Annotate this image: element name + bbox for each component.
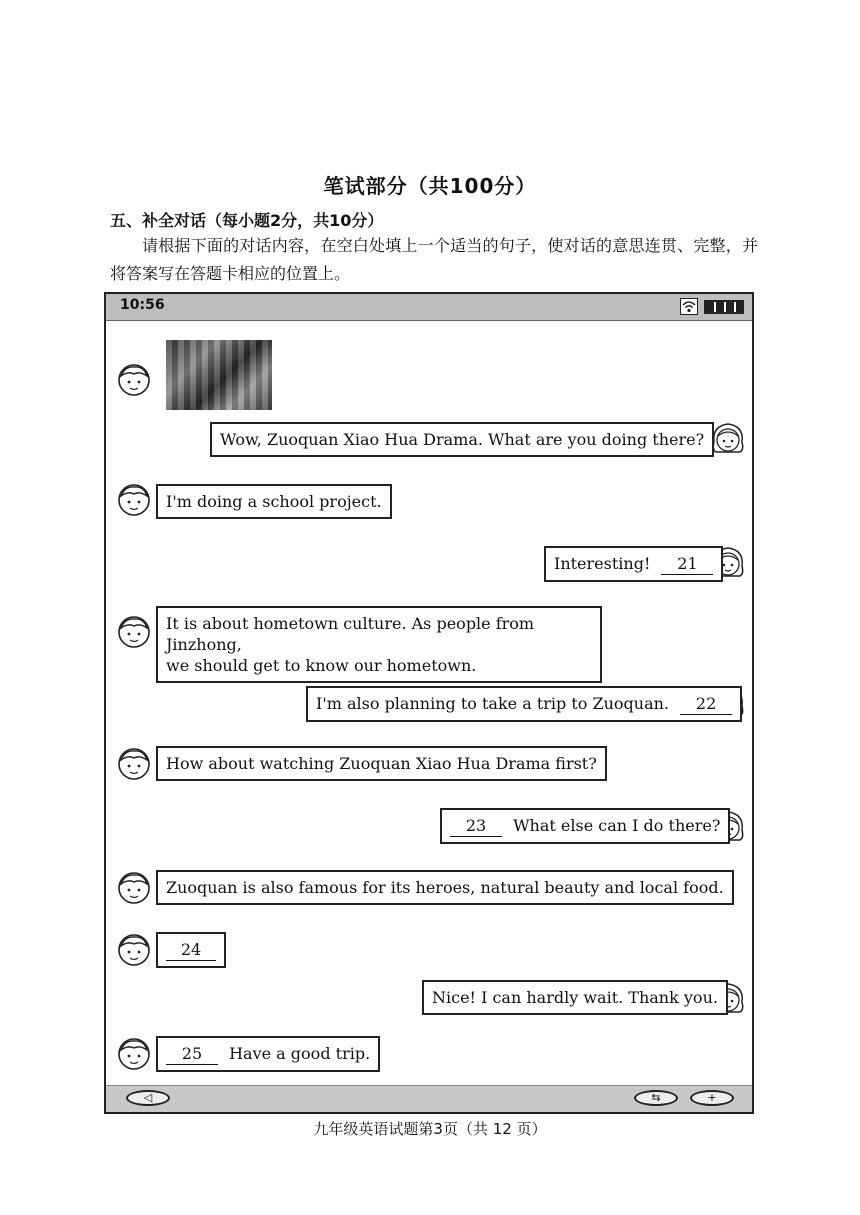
message-text: It is about hometown culture. As people from Jinzhong, [166, 614, 535, 654]
answer-blank[interactable]: 23 [450, 815, 502, 837]
message-bubble [422, 980, 728, 1015]
answer-blank[interactable]: 25 [166, 1043, 218, 1065]
drama-photo [166, 340, 272, 410]
add-button[interactable]: + [690, 1090, 734, 1106]
section-heading: 五、补全对话（每小题2分，共10分） [110, 211, 384, 230]
instructions: 请根据下面的对话内容，在空白处填上一个适当的句子，使对话的意思连贯、完整，并将答案写在答题卡相应的位置上。 [110, 236, 758, 283]
message-bubble [156, 484, 392, 519]
message-bubble [440, 808, 730, 844]
status-bar [106, 294, 752, 321]
nav-bar [106, 1085, 752, 1112]
message-bubble [210, 422, 714, 457]
boy-avatar-icon [116, 932, 152, 968]
message-bubble [156, 1036, 380, 1072]
message-bubble [156, 870, 734, 905]
girl-avatar-icon [710, 420, 746, 456]
answer-blank[interactable]: 24 [166, 939, 216, 961]
boy-avatar-icon [116, 482, 152, 518]
message-text: Wow, Zuoquan Xiao Hua Drama. What are you doing there? [220, 430, 705, 449]
message-bubble [156, 746, 607, 781]
message-text: Have a good trip. [229, 1044, 371, 1063]
page-title: 笔试部分（共100分） [323, 174, 537, 198]
message-bubble [156, 606, 602, 683]
message-text: we should get to know our hometown. [166, 656, 477, 675]
message-text: What else can I do there? [513, 816, 721, 835]
message-text: How about watching Zuoquan Xiao Hua Drama first? [166, 754, 597, 773]
message-text: Interesting! [554, 554, 651, 573]
boy-avatar-icon [116, 746, 152, 782]
page-footer: 九年级英语试题第3页（共 12 页） [313, 1120, 547, 1138]
boy-avatar-icon [116, 1036, 152, 1072]
boy-avatar-icon [116, 362, 152, 398]
message-text: I'm also planning to take a trip to Zuoquan. [316, 694, 670, 713]
message-bubble [156, 932, 226, 968]
battery-icon [704, 300, 744, 314]
clock: 10:56 [120, 297, 165, 313]
boy-avatar-icon [116, 614, 152, 650]
message-bubble [544, 546, 723, 582]
message-text: Zuoquan is also famous for its heroes, natural beauty and local food. [166, 878, 724, 897]
wifi-icon [680, 298, 698, 315]
answer-blank[interactable]: 22 [680, 693, 732, 715]
back-button[interactable]: ◁ [126, 1090, 170, 1106]
phone-screen [104, 292, 754, 1114]
message-bubble [306, 686, 742, 722]
switch-button[interactable]: ⇆ [634, 1090, 678, 1106]
answer-blank[interactable]: 21 [661, 553, 713, 575]
message-text: Nice! I can hardly wait. Thank you. [432, 988, 718, 1007]
message-text: I'm doing a school project. [166, 492, 382, 511]
boy-avatar-icon [116, 870, 152, 906]
